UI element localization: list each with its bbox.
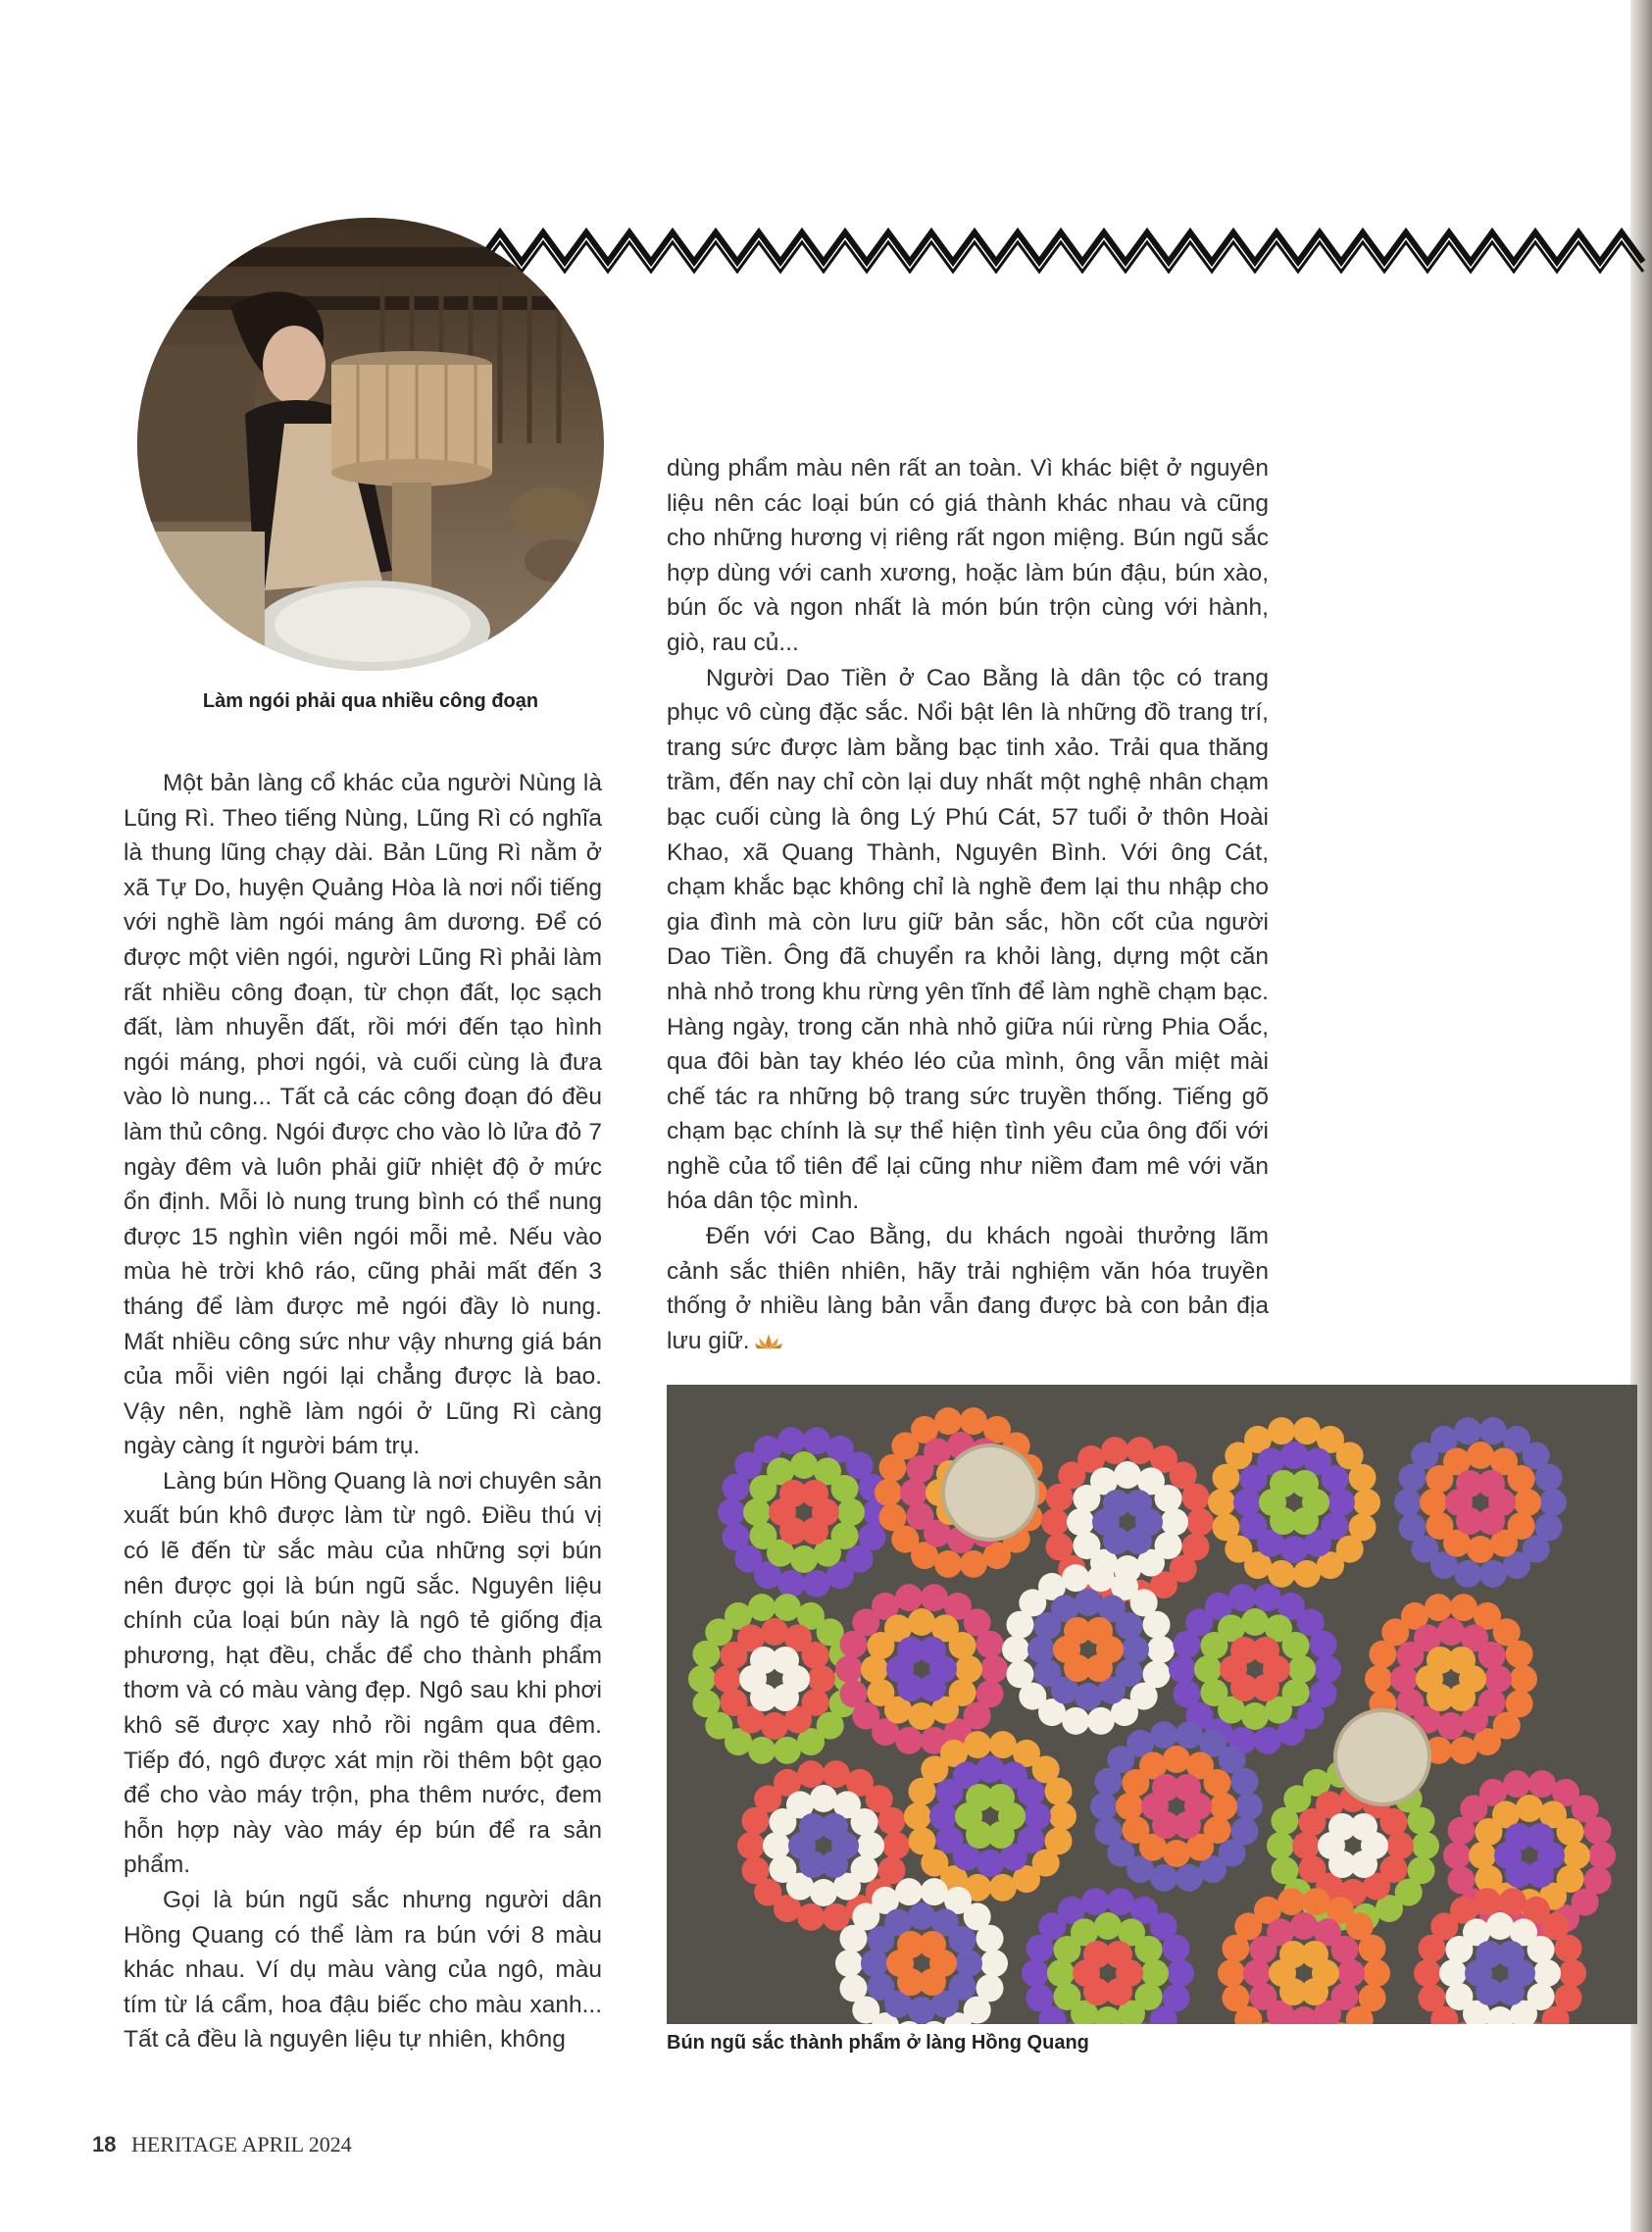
noodle-bundle bbox=[748, 1737, 776, 1764]
noodle-bundle bbox=[1062, 1707, 1089, 1735]
noodle-bundle bbox=[1169, 1655, 1196, 1683]
noodle-bundle bbox=[1454, 1417, 1481, 1445]
noodle-bundle bbox=[1163, 1935, 1190, 1962]
noodle-bundle bbox=[1147, 1636, 1175, 1663]
closing-text: Đến với Cao Bằng, du khách ngoài thưởng lãm cảnh sắc thiên nhiên, hãy trải nghiệm văn hóa truyền thống ở nhiều làng bản vẫn đang được bà con bản địa lưu giữ. bbox=[667, 1223, 1269, 1354]
noodle-bundle bbox=[769, 1855, 796, 1883]
noodle-bundle bbox=[1085, 1617, 1113, 1645]
noodle-bundle bbox=[908, 1997, 935, 2024]
noodle-bundle bbox=[1101, 1437, 1128, 1464]
noodle-bundle bbox=[987, 1784, 1015, 1811]
noodle-bundle bbox=[741, 1856, 769, 1884]
noodle-bundle bbox=[737, 1832, 765, 1859]
noodle-bundle bbox=[1267, 1832, 1294, 1859]
noodle-bundle bbox=[761, 1712, 788, 1740]
noodle-bundle bbox=[823, 1903, 850, 1931]
noodle-bundle bbox=[1508, 1465, 1535, 1493]
noodle-bundle bbox=[1443, 1842, 1471, 1869]
noodle-bundle bbox=[1075, 1589, 1102, 1616]
noodle-bundle bbox=[743, 1498, 771, 1526]
noodle-bundle bbox=[1425, 1594, 1452, 1621]
noodle-bundle bbox=[1252, 1637, 1279, 1664]
caption-noodle-photo: Bún ngũ sắc thành phẩm ở làng Hồng Quang bbox=[667, 2032, 1089, 2054]
noodle-bundle bbox=[1298, 1855, 1326, 1883]
noodle-bundle bbox=[1024, 1802, 1051, 1830]
noodle-bundle bbox=[1322, 1465, 1349, 1493]
noodle-bundle bbox=[1331, 1936, 1359, 1963]
noodle-bundle bbox=[1478, 1642, 1506, 1669]
paragraph-closing bbox=[667, 1219, 1269, 1358]
noodle-bundle bbox=[1186, 1508, 1214, 1536]
noodle-bundle bbox=[1280, 1442, 1308, 1469]
noodle-bundle bbox=[1176, 1721, 1203, 1749]
noodle-bundle bbox=[1081, 1888, 1109, 1915]
noodle-bundle bbox=[1033, 1659, 1061, 1687]
noodle-bundle bbox=[875, 1479, 902, 1506]
noodle-bundle bbox=[1143, 1611, 1171, 1639]
conical-hat bbox=[1335, 1710, 1429, 1804]
noodle-bundle bbox=[1249, 1983, 1277, 2010]
noodle-bundle bbox=[1477, 1470, 1505, 1497]
noodle-bundle bbox=[908, 1902, 935, 1930]
noodle-bundle bbox=[1150, 1864, 1177, 1892]
noodle-bundle bbox=[1268, 1560, 1295, 1588]
noodle-bundle bbox=[1047, 1959, 1075, 1987]
noodle-bundle bbox=[878, 1503, 906, 1531]
noodle-bundle bbox=[1439, 1959, 1467, 1987]
noodle-bundle bbox=[1365, 1665, 1392, 1693]
noodle-bundle bbox=[1173, 1680, 1200, 1707]
tile-making-photo bbox=[137, 218, 604, 671]
noodle-bundle bbox=[1450, 1737, 1477, 1764]
noodle-bundle bbox=[797, 1903, 825, 1931]
noodle-bundle bbox=[1290, 1912, 1318, 1940]
noodle-bundle bbox=[692, 1690, 720, 1717]
noodle-bundle bbox=[790, 1546, 818, 1573]
rice-noodle-photo bbox=[667, 1385, 1637, 2024]
noodle-bundle bbox=[964, 1731, 991, 1758]
noodle-bundle bbox=[722, 1523, 749, 1550]
noodle-bundle bbox=[895, 1584, 923, 1611]
noodle-bundle bbox=[1194, 1655, 1222, 1683]
paragraph-bun-ngu-sac: Gọi là bún ngũ sắc nhưng người dân Hồng Quang có thể làm ra bún với 8 màu khác nhau. Ví dụ màu vàng của ngô, màu tím từ lá cẩm, hoa đậu biếc cho màu xanh... Tất cả đều là nguyên liệu tự nhiên, không bbox=[124, 1887, 602, 2054]
noodle-bundle bbox=[1022, 1959, 1049, 1987]
noodle-bundle bbox=[1527, 1936, 1555, 1963]
noodle-bundle bbox=[1167, 1959, 1194, 1987]
noodle-bundle bbox=[861, 1950, 888, 1977]
paragraph-hong-quang: Làng bún Hồng Quang là nơi chuyên sản xuất bún khô được làm từ ngô. Điều thú vị có lẽ đến từ sắc màu của những sợi bún nên được gọi là bún ngũ sắc. Nguyên liệu chính của loại bún này là ngô tẻ giống địa phương, hạt đều, chắc để cho thành phẩm thơm và có màu vàng đẹp. Ngô sau khi phơi khô sẽ được xay nhỏ rồi ngâm qua đêm. Tiếp đó, ngô được xát mịn rồi thêm bột gạo để cho vào máy trộn, pha thêm nước, đem hỗn hợp này vào máy ép bún để ra sản phẩm. bbox=[124, 1467, 602, 1879]
noodle-bundle bbox=[1090, 1793, 1118, 1820]
noodle-bundle bbox=[1125, 1490, 1152, 1517]
noodle-bundle bbox=[867, 1679, 894, 1706]
noodle-bundle bbox=[1349, 1464, 1377, 1492]
noodle-bundle bbox=[1418, 1984, 1445, 2011]
noodle-bundle bbox=[1303, 1888, 1330, 1915]
noodle-bundle bbox=[882, 1832, 910, 1859]
noodle-bundle bbox=[1535, 1464, 1563, 1492]
noodle-bundle bbox=[1445, 1983, 1473, 2010]
noodle-bundle bbox=[1301, 1941, 1328, 1968]
noodle-bundle bbox=[919, 1931, 946, 1958]
noodle-bundle bbox=[1555, 1935, 1582, 1962]
noodle-bundle bbox=[1448, 1647, 1476, 1674]
noodle-bundle bbox=[955, 1655, 982, 1683]
noodle-bundle bbox=[749, 1522, 776, 1549]
noodle-bundle bbox=[1503, 1770, 1530, 1798]
noodle-bundle bbox=[1075, 1683, 1102, 1710]
noodle-bundle bbox=[837, 1498, 865, 1526]
noodle-bundle bbox=[867, 1973, 894, 2001]
noodle-bundle bbox=[1053, 1983, 1080, 2010]
noodle-bundle bbox=[1293, 1560, 1321, 1588]
noodle-bundle bbox=[1506, 1641, 1533, 1668]
noodle-bundle bbox=[1116, 1612, 1143, 1640]
noodle-bundle bbox=[1087, 1707, 1115, 1735]
page-number: 18 bbox=[92, 2132, 117, 2156]
noodle-bundle bbox=[1094, 1912, 1122, 1940]
noodle-bundle bbox=[835, 1655, 863, 1683]
noodle-bundle bbox=[960, 1550, 987, 1578]
noodle-bundle bbox=[1426, 1512, 1453, 1540]
noodle-bundle bbox=[821, 1813, 848, 1841]
noodle-bundle bbox=[1280, 1536, 1308, 1563]
noodle-bundle bbox=[906, 1502, 933, 1530]
noodle-bundle bbox=[688, 1665, 716, 1693]
noodle-bundle bbox=[1514, 1489, 1541, 1516]
noodle-bundle bbox=[1235, 1793, 1263, 1820]
noodle-bundle bbox=[797, 1760, 825, 1788]
noodle-bundle bbox=[1027, 1636, 1055, 1663]
noodle-bundle bbox=[790, 1451, 818, 1479]
noodle-bundle bbox=[934, 1407, 962, 1435]
noodle-bundle bbox=[1539, 1489, 1567, 1516]
noodle-bundle bbox=[1497, 1941, 1525, 1968]
noodle-bundle bbox=[1408, 1807, 1435, 1835]
page-footer bbox=[92, 2132, 352, 2157]
noodle-bundle bbox=[935, 1826, 963, 1853]
noodle-bundle bbox=[1420, 1489, 1447, 1516]
noodle-bundle bbox=[1479, 1560, 1507, 1588]
noodle-bundle bbox=[1510, 1665, 1537, 1693]
noodle-bundle bbox=[802, 1642, 829, 1669]
noodle-bundle bbox=[1469, 1842, 1496, 1869]
noodle-bundle bbox=[720, 1689, 747, 1716]
noodle-bundle bbox=[895, 1727, 923, 1754]
noodle-bundle bbox=[955, 1950, 982, 1977]
noodle-bundle bbox=[1353, 1489, 1380, 1516]
noodle-bundle bbox=[774, 1737, 801, 1764]
noodle-bundle bbox=[851, 1808, 878, 1836]
noodle-bundle bbox=[774, 1594, 801, 1621]
noodle-bundle bbox=[1228, 1584, 1256, 1611]
noodle-bundle bbox=[1049, 1802, 1076, 1830]
noodle-bundle bbox=[1041, 1508, 1069, 1536]
noodle-bundle bbox=[1310, 1631, 1337, 1658]
noodle-bundle bbox=[1122, 1636, 1149, 1663]
paragraph-continued: dùng phẩm màu nên rất an toàn. Vì khác biệt ở nguyên liệu nên các loại bún có giá thành khác nhau và cũng cho những hương vị riêng rất ngon miệng. Bún ngũ sắc hợp dùng với canh xương, hoặc làm bún đậu, bún xào, bún ốc và ngon nhất là món bún trộn cùng với hành, giò, rau củ... bbox=[667, 455, 1269, 656]
noodle-bundle bbox=[761, 1618, 788, 1646]
noodle-bundle bbox=[1231, 1768, 1259, 1796]
noodle-bundle bbox=[1067, 1508, 1094, 1536]
noodle-bundle bbox=[976, 1925, 1004, 1953]
noodle-bundle bbox=[895, 1878, 923, 1905]
paragraph-dao-tien: Người Dao Tiền ở Cao Bằng là dân tộc có trang phục vô cùng đặc sắc. Nổi bật lên là những đồ trang trí, trang sức được làm bằng bạc tinh xảo. Trải qua thăng trầm, đến nay chỉ còn lại duy nhất một nghệ nhân chạm bạc cuối cùng là ông Lý Phú Cát, 57 tuổi ở thôn Hoài Khao, xã Quang Thành, Nguyên Bình. Với ông Cát, chạm khắc bạc không chỉ là nghề đem lại thu nhập cho gia đình mà còn lưu giữ bản sắc, hồn cốt của người Dao Tiền. Ông đã chuyển ra khỏi làng, dựng một căn nhà nhỏ trong khu rừng yên tĩnh để làm nghề chạm bạc. Hàng ngày, trong căn nhà nhỏ giữa núi rừng Phia Oắc, qua đôi bàn tay khéo léo của mình, ông vẫn miệt mài chế tác ra những bộ trang sức truyền thống. Tiếng gõ chạm bạc chính là sự thể hiện tình yêu của ông đối với nghề của tổ tiên để lại cũng như niềm đam mê với văn hóa dân tộc mình. bbox=[667, 664, 1269, 1215]
noodle-bundle bbox=[1359, 1935, 1386, 1962]
noodle-bundle bbox=[1018, 1779, 1045, 1806]
noodle-bundle bbox=[1528, 1770, 1556, 1798]
noodle-bundle bbox=[1155, 1485, 1182, 1512]
noodle-bundle bbox=[1116, 1793, 1143, 1820]
noodle-bundle bbox=[777, 1570, 805, 1598]
noodle-bundle bbox=[1447, 1866, 1475, 1894]
noodle-bundle bbox=[1176, 1864, 1203, 1892]
noodle-bundle bbox=[1208, 1489, 1235, 1516]
paragraph-lung-ri: Một bản làng cổ khác của người Nùng là Lũng Rì. Theo tiếng Nùng, Lũng Rì có nghĩa là thung lũng chạy dài. Bản Lũng Rì nằm ở xã Tự Do, huyện Quảng Hòa là nơi nổi tiếng với nghề làm ngói máng âm dương. Để có được một viên ngói, người Lũng Rì phải làm rất nhiều công đoạn, từ chọn đất, lọc sạch đất, làm nhuyễn đất, rồi mới đến tạo hình ngói máng, phơi ngói, và cuối cùng là đưa vào lò nung... Tất cả các công đoạn đó đều làm thủ công. Ngói được cho vào lò lửa đỏ 7 ngày đêm và luôn phải giữ nhiệt độ ở mức ổn định. Mỗi lò nung trung bình có thể nung được 15 nghìn viên ngói mỗi mẻ. Nếu vào mùa hè trời khô ráo, cũng phải mất đến 3 tháng để làm được mẻ ngói đầy lò nung. Mất nhiều công sức như vậy nhưng giá bán của mỗi viên ngói lại chẳng được là bao. Vậy nên, nghề làm ngói ở Lũng Rì càng ngày càng ít người bám trụ. bbox=[124, 770, 602, 1460]
noodle-bundle bbox=[904, 1802, 931, 1830]
noodle-bundle bbox=[1182, 1484, 1210, 1511]
noodle-bundle bbox=[1122, 1816, 1149, 1844]
noodle-bundle bbox=[1363, 1959, 1390, 1987]
noodle-bundle bbox=[1271, 1856, 1298, 1884]
noodle-bundle bbox=[976, 1850, 1004, 1877]
noodle-bundle bbox=[1450, 1594, 1477, 1621]
noodle-bundle bbox=[1233, 1489, 1261, 1516]
noodle-bundle bbox=[1327, 1489, 1355, 1516]
noodle-bundle bbox=[1390, 1665, 1418, 1693]
noodle-bundle bbox=[989, 1731, 1017, 1758]
noodle-bundle bbox=[980, 1950, 1008, 1977]
noodle-bundle bbox=[1499, 1888, 1527, 1915]
noodle-bundle bbox=[1222, 1984, 1249, 2011]
noodle-bundle bbox=[1559, 1959, 1586, 1987]
noodle-bundle bbox=[1282, 1632, 1310, 1659]
noodle-bundle bbox=[908, 1827, 935, 1854]
noodle-bundle bbox=[808, 1665, 835, 1693]
noodle-bundle bbox=[1277, 1888, 1305, 1915]
noodle-bundle bbox=[1212, 1513, 1239, 1541]
noodle-bundle bbox=[803, 1427, 830, 1454]
noodle-bundle bbox=[1557, 1818, 1584, 1846]
noodle-bundle bbox=[1467, 1536, 1494, 1563]
noodle-bundle bbox=[1479, 1417, 1507, 1445]
noodle-bundle bbox=[1087, 1564, 1115, 1592]
noodle-bundle bbox=[835, 1950, 863, 1977]
noodle-bundle bbox=[908, 1702, 935, 1730]
noodle-bundle bbox=[1484, 1665, 1512, 1693]
noodle-bundle bbox=[921, 1584, 948, 1611]
noodle-bundle bbox=[980, 1655, 1008, 1683]
noodle-bundle bbox=[1218, 1959, 1245, 1987]
noodle-bundle bbox=[1437, 1712, 1465, 1740]
noodle-bundle bbox=[748, 1594, 776, 1621]
noodle-bundle bbox=[908, 1608, 935, 1636]
noodle-bundle bbox=[857, 1832, 884, 1859]
noodle-bundle bbox=[1210, 1793, 1237, 1820]
noodle-bundle bbox=[1161, 1508, 1188, 1536]
noodle-bundle bbox=[1292, 1832, 1320, 1859]
noodle-bundle bbox=[1454, 1560, 1481, 1588]
noodle-bundle bbox=[801, 1480, 828, 1507]
noodle-bundle bbox=[921, 1878, 948, 1905]
noodle-bundle bbox=[1437, 1618, 1465, 1646]
noodle-bundle bbox=[763, 1832, 790, 1859]
noodle-bundle bbox=[1414, 1959, 1441, 1987]
noodle-bundle bbox=[1527, 1823, 1554, 1851]
caption-tile-photo: Làm ngói phải qua nhiều công đoạn bbox=[202, 690, 539, 712]
noodle-bundle bbox=[1291, 1470, 1319, 1497]
noodle-bundle bbox=[1254, 1584, 1281, 1611]
noodle-bundle bbox=[1293, 1417, 1321, 1445]
noodle-bundle bbox=[878, 1807, 906, 1835]
noodle-bundle bbox=[976, 1631, 1004, 1658]
conical-hat bbox=[943, 1446, 1037, 1540]
noodle-bundle bbox=[1467, 1442, 1494, 1469]
noodle-bundle bbox=[1141, 1959, 1169, 1987]
noodle-bundle bbox=[949, 1632, 976, 1659]
noodle-bundle bbox=[1062, 1564, 1089, 1592]
noodle-bundle bbox=[1533, 1959, 1561, 1987]
noodle-bundle bbox=[823, 1760, 850, 1788]
noodle-bundle bbox=[900, 1479, 927, 1506]
noodle-bundle bbox=[1588, 1842, 1616, 1869]
noodle-bundle bbox=[1204, 1769, 1231, 1797]
noodle-bundle bbox=[810, 1879, 837, 1906]
noodle-bundle bbox=[929, 1802, 957, 1830]
noodle-bundle bbox=[1254, 1727, 1281, 1754]
noodle-bundle bbox=[1486, 1912, 1514, 1940]
noodle-bundle bbox=[1163, 1840, 1190, 1867]
noodle-bundle bbox=[1073, 1532, 1100, 1559]
noodle-bundle bbox=[1386, 1832, 1414, 1859]
noodle-bundle bbox=[1174, 1774, 1201, 1801]
magazine-name: HERITAGE bbox=[130, 2132, 238, 2156]
noodle-bundle bbox=[1474, 1888, 1501, 1915]
noodle-bundle bbox=[803, 1570, 830, 1598]
noodle-bundle bbox=[861, 1655, 888, 1683]
noodle-bundle bbox=[1380, 1808, 1408, 1836]
noodle-bundle bbox=[960, 1407, 987, 1435]
noodle-bundle bbox=[1026, 1984, 1053, 2011]
noodle-bundle bbox=[1563, 1842, 1590, 1869]
noodle-bundle bbox=[1126, 1437, 1154, 1464]
noodle-bundle bbox=[718, 1498, 745, 1526]
noodle-bundle bbox=[1337, 1959, 1365, 1987]
noodle-bundle bbox=[919, 1637, 946, 1664]
noodle-bundle bbox=[976, 1755, 1004, 1783]
noodle-bundle bbox=[1200, 1679, 1227, 1706]
noodle-bundle bbox=[1288, 1655, 1316, 1683]
issue-date: APRIL 2024 bbox=[241, 2132, 352, 2156]
noodle-bundle bbox=[949, 1926, 976, 1953]
noodle-bundle bbox=[1239, 1512, 1267, 1540]
noodle-bundle bbox=[772, 1647, 799, 1674]
noodle-bundle bbox=[1105, 1941, 1132, 1968]
zigzag-border-decoration bbox=[478, 218, 1652, 277]
noodle-bundle bbox=[1241, 1702, 1269, 1730]
noodle-bundle bbox=[1094, 1817, 1122, 1845]
noodle-bundle bbox=[1150, 1721, 1177, 1749]
noodle-bundle bbox=[1241, 1608, 1269, 1636]
noodle-bundle bbox=[810, 1785, 837, 1812]
noodle-bundle bbox=[1045, 1778, 1073, 1805]
noodle-bundle bbox=[1412, 1832, 1439, 1859]
noodle-bundle bbox=[831, 1475, 859, 1502]
noodle-bundle bbox=[1584, 1817, 1612, 1845]
noodle-bundle bbox=[1163, 1746, 1190, 1773]
noodle-bundle bbox=[1398, 1513, 1426, 1541]
noodle-bundle bbox=[1135, 1936, 1163, 1963]
noodle-bundle bbox=[1045, 1533, 1073, 1560]
noodle-bundle bbox=[777, 1427, 805, 1454]
noodle-bundle bbox=[839, 1974, 867, 2002]
noodle-bundle bbox=[1006, 1660, 1033, 1688]
lotus-end-icon bbox=[754, 1332, 783, 1351]
noodle-bundle bbox=[839, 1680, 867, 1707]
noodle-bundle bbox=[1394, 1489, 1422, 1516]
noodle-bundle bbox=[714, 1665, 741, 1693]
noodle-bundle bbox=[934, 1550, 962, 1578]
noodle-bundle bbox=[1516, 1795, 1543, 1822]
right-text-column bbox=[667, 451, 1269, 1358]
noodle-bundle bbox=[1314, 1655, 1341, 1683]
noodle-bundle bbox=[1107, 1888, 1134, 1915]
noodle-bundle bbox=[1114, 1461, 1141, 1489]
noodle-bundle bbox=[989, 1874, 1017, 1902]
noodle-bundle bbox=[1268, 1417, 1295, 1445]
noodle-bundle bbox=[1243, 1959, 1271, 1987]
noodle-bundle bbox=[1350, 1813, 1377, 1841]
noodle-bundle bbox=[1002, 1636, 1029, 1663]
left-text-column bbox=[124, 766, 602, 2057]
